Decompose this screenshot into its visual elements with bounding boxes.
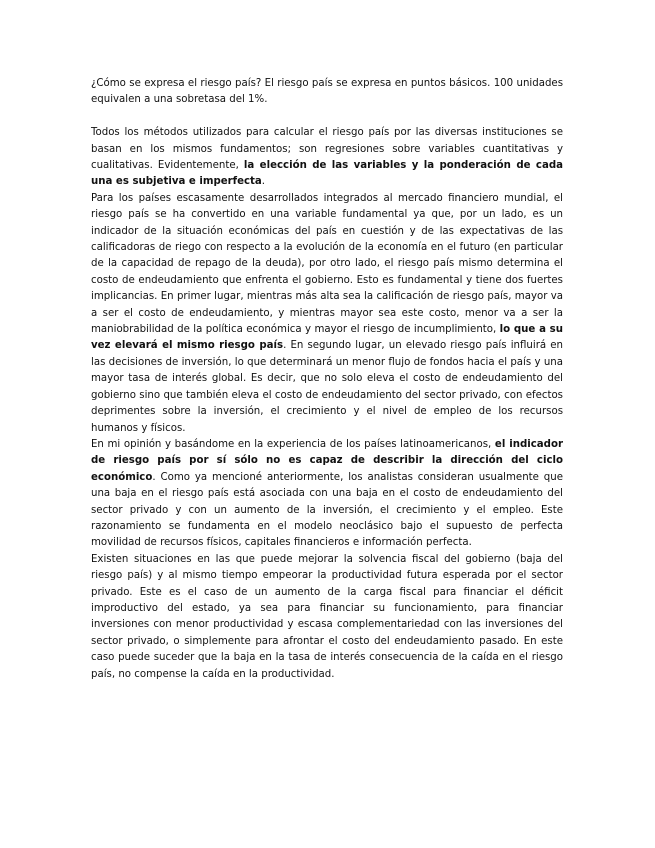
paragraph-opinion — [91, 437, 563, 552]
text-run: Todos los métodos utilizados para calcular el riesgo país por las diversas instituciones se basan en los mismos fundamentos; son regresiones sobre variables cuantitativas y cualitativas. Evidentemente, — [91, 127, 563, 172]
document-body — [91, 76, 563, 683]
bold-run: lo que a su vez elevará el mismo riesgo país — [91, 324, 563, 352]
bold-run: la elección de las variables y la ponderación de cada una es subjetiva e imperfecta — [91, 160, 563, 188]
bold-run: el indicador de riesgo país por sí sólo no es capaz de describir la dirección del ciclo económico — [91, 438, 563, 483]
paragraph-situaciones: Existen situaciones en las que puede mejorar la solvencia fiscal del gobierno (baja del riesgo país) y al mismo tiempo empeorar la productividad futura esperada por el sector privado. Este es el caso de un aumento de la carga fiscal para financiar el déficit improductivo del estado, ya sea para financiar su funcionamiento, para financiar inversiones con menor productividad y escasa complementariedad con las inversiones del sector privado, o simplemente para afrontar el costo del endeudamiento pasado. En este caso puede suceder que la baja en la tasa de interés consecuencia de la caída en el riesgo país, no compense la caída en la productividad. — [91, 553, 563, 680]
text-run: . En segundo lugar, un elevado riesgo país influirá en las decisiones de inversión, lo que determinará un menor flujo de fondos hacia el país y una mayor tasa de interés global. Es decir, que no solo eleva el costo de endeudamiento del gobierno sino que también eleva el costo de endeudamiento del sector privado, con efectos deprimentes sobre la inversión, el crecimiento y el nivel de empleo de los recursos humanos y físicos. — [91, 340, 563, 434]
paragraph-metodos — [91, 125, 563, 191]
text-run: En mi opinión y basándome en la experiencia de los países latinoamericanos, — [91, 438, 495, 450]
text-run: Para los países escasamente desarrollados integrados al mercado financiero mundial, el riesgo país se ha convertido en una variable fundamental ya que, por un lado, es un indicador de la situación económicas del país en cuestión y de las expectativas de las calificadoras de riego con respecto a la evolución de la economía en el futuro (en particular de la capacidad de repago de la deuda), por otro lado, el riesgo país mismo determina el costo de endeudamiento que enfrenta el gobierno. Esto es fundamental y tiene dos fuertes implicancias. En primer lugar, mientras más alta sea la calificación de riesgo país, mayor va a ser el costo de endeudamiento, y mientras mayor sea este costo, menor va a ser la maniobrabilidad de la política económica y mayor el riesgo de incumplimiento, — [91, 192, 563, 336]
paragraph-riesgo-pais-definicion: ¿Cómo se expresa el riesgo país? El riesgo país se expresa en puntos básicos. 100 unidades equivalen a una sobretasa del 1%. — [91, 78, 563, 106]
paragraph-gap — [91, 109, 563, 125]
paragraph-paises-desarrollados — [91, 191, 563, 437]
text-run: . — [261, 176, 266, 188]
text-run: . Como ya mencioné anteriormente, los analistas consideran usualmente que una baja en el riesgo país está asociada con una baja en el costo de endeudamiento del sector privado y con un aumento de la inversión, el crecimiento y el empleo. Este razonamiento se fundamenta en el modelo neoclásico bajo el supuesto de perfecta movilidad de recursos físicos, capitales financieros e información perfecta. — [91, 471, 563, 549]
